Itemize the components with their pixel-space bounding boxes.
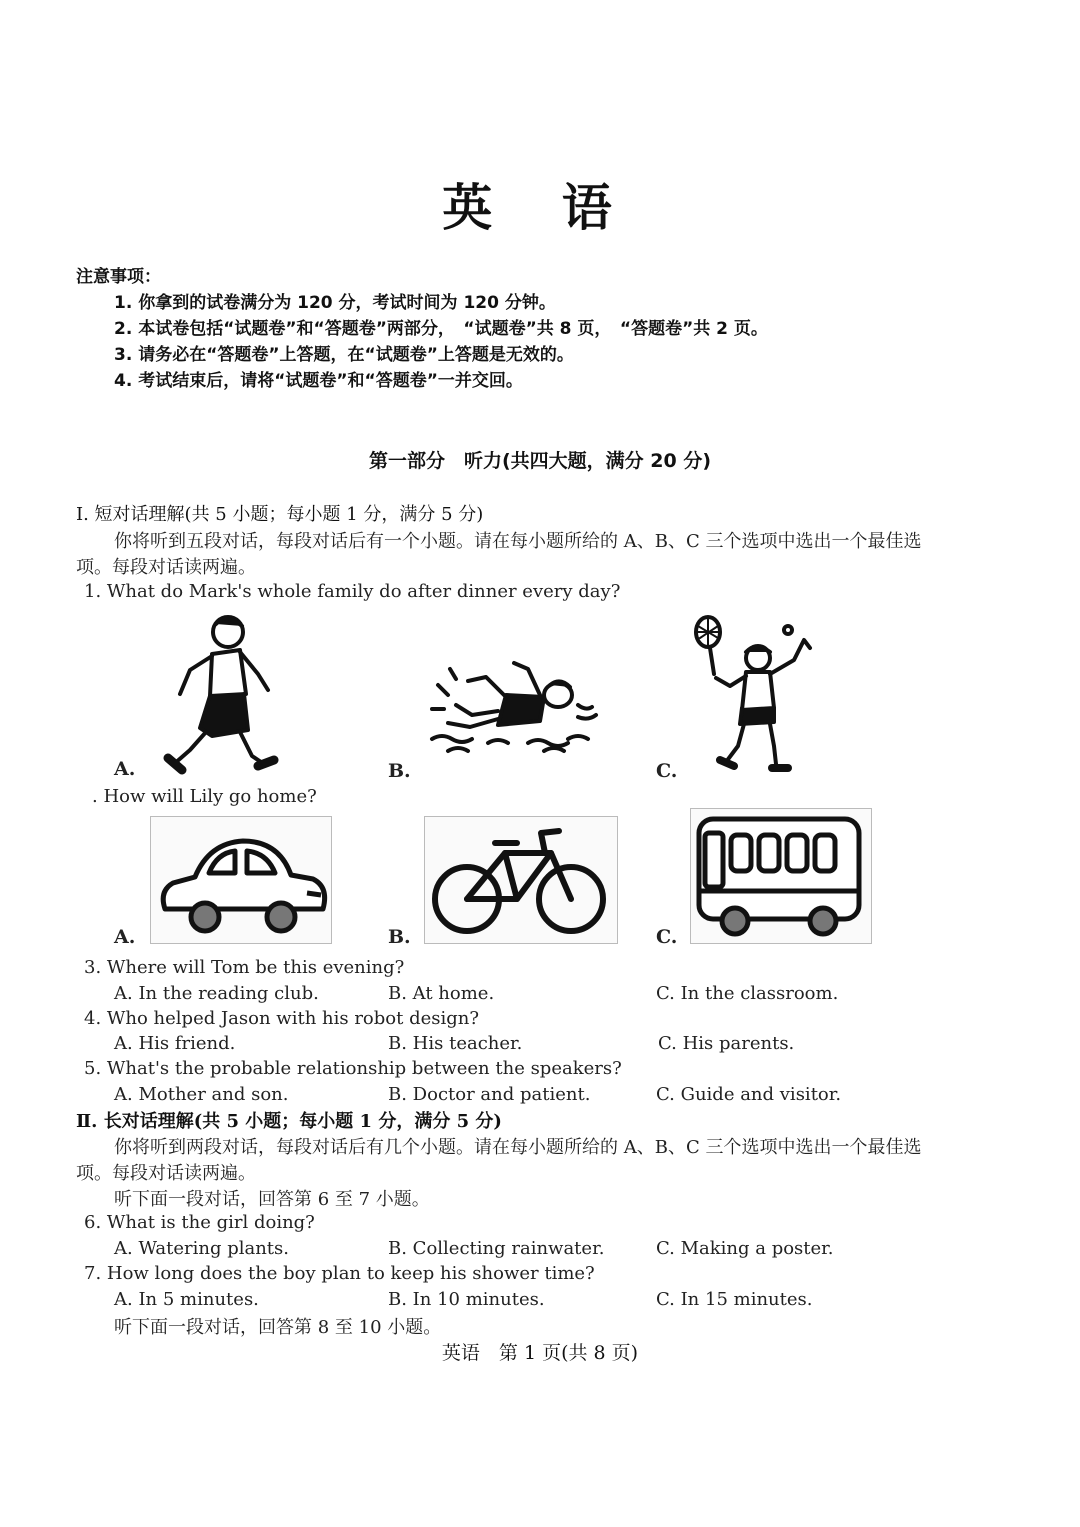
answer-option: B. Doctor and patient. — [388, 1084, 591, 1105]
option-label: A. — [114, 758, 136, 780]
sub-instruction: 听下面一段对话，回答第 6 至 7 小题。 — [114, 1189, 430, 1210]
question-stem: . How will Lily go home? — [92, 786, 317, 807]
bicycle-image — [424, 816, 618, 944]
answer-option: C. In 15 minutes. — [656, 1289, 813, 1310]
notice-heading: 注意事项： — [76, 267, 161, 287]
bus-image — [690, 808, 872, 944]
car-image — [150, 816, 332, 944]
question-stem: 4. Who helped Jason with his robot design? — [84, 1008, 480, 1029]
answer-option: C. Making a poster. — [656, 1238, 834, 1259]
option-label: C. — [656, 760, 678, 782]
option-label: A. — [114, 926, 136, 948]
notice-item: 2. 本试卷包括“试题卷”和“答题卷”两部分， “试题卷”共 8 页， “答题卷”共 2 页。 — [114, 319, 768, 339]
answer-option: B. At home. — [388, 983, 495, 1004]
answer-option: A. Watering plants. — [114, 1238, 289, 1259]
page-footer: 英语 第 1 页(共 8 页) — [441, 1342, 639, 1364]
answer-option: B. In 10 minutes. — [388, 1289, 545, 1310]
option-label: B. — [388, 760, 411, 782]
notice-item: 1. 你拿到的试卷满分为 120 分，考试时间为 120 分钟。 — [114, 293, 556, 313]
section-instruction: 你将听到两段对话，每段对话后有几个小题。请在每小题所给的 A、B、C 三个选项中选出一个最佳选 — [114, 1137, 922, 1158]
badminton-player-image — [690, 612, 820, 778]
answer-option: C. His parents. — [658, 1033, 795, 1054]
question-stem: 1. What do Mark's whole family do after dinner every day? — [84, 581, 621, 602]
answer-option: C. Guide and visitor. — [656, 1084, 842, 1105]
answer-option: A. In 5 minutes. — [114, 1289, 259, 1310]
walking-person-image — [160, 608, 280, 778]
option-label: B. — [388, 926, 411, 948]
section-heading: I. 短对话理解(共 5 小题；每小题 1 分，满分 5 分) — [76, 504, 484, 525]
sub-instruction: 听下面一段对话，回答第 8 至 10 小题。 — [114, 1317, 442, 1338]
part-heading: 第一部分 听力(共四大题，满分 20 分) — [368, 450, 712, 472]
notice-item: 4. 考试结束后，请将“试题卷”和“答题卷”一并交回。 — [114, 371, 523, 391]
swimming-person-image — [428, 655, 608, 755]
page-title: 英 语 — [442, 178, 638, 237]
answer-option: B. His teacher. — [388, 1033, 523, 1054]
question-stem: 5. What's the probable relationship between the speakers? — [84, 1058, 622, 1079]
section-instruction: 项。每段对话读两遍。 — [76, 557, 256, 578]
answer-option: A. Mother and son. — [114, 1084, 289, 1105]
section-instruction: 项。每段对话读两遍。 — [76, 1163, 256, 1184]
section-heading: Ⅱ. 长对话理解(共 5 小题；每小题 1 分，满分 5 分) — [76, 1111, 502, 1132]
answer-option: A. In the reading club. — [114, 983, 319, 1004]
notice-item: 3. 请务必在“答题卷”上答题，在“试题卷”上答题是无效的。 — [114, 345, 574, 365]
question-stem: 7. How long does the boy plan to keep his shower time? — [84, 1263, 595, 1284]
question-stem: 3. Where will Tom be this evening? — [84, 957, 405, 978]
section-instruction: 你将听到五段对话，每段对话后有一个小题。请在每小题所给的 A、B、C 三个选项中选出一个最佳选 — [114, 531, 922, 552]
answer-option: C. In the classroom. — [656, 983, 839, 1004]
option-label: C. — [656, 926, 678, 948]
question-stem: 6. What is the girl doing? — [84, 1212, 315, 1233]
answer-option: A. His friend. — [114, 1033, 236, 1054]
answer-option: B. Collecting rainwater. — [388, 1238, 605, 1259]
